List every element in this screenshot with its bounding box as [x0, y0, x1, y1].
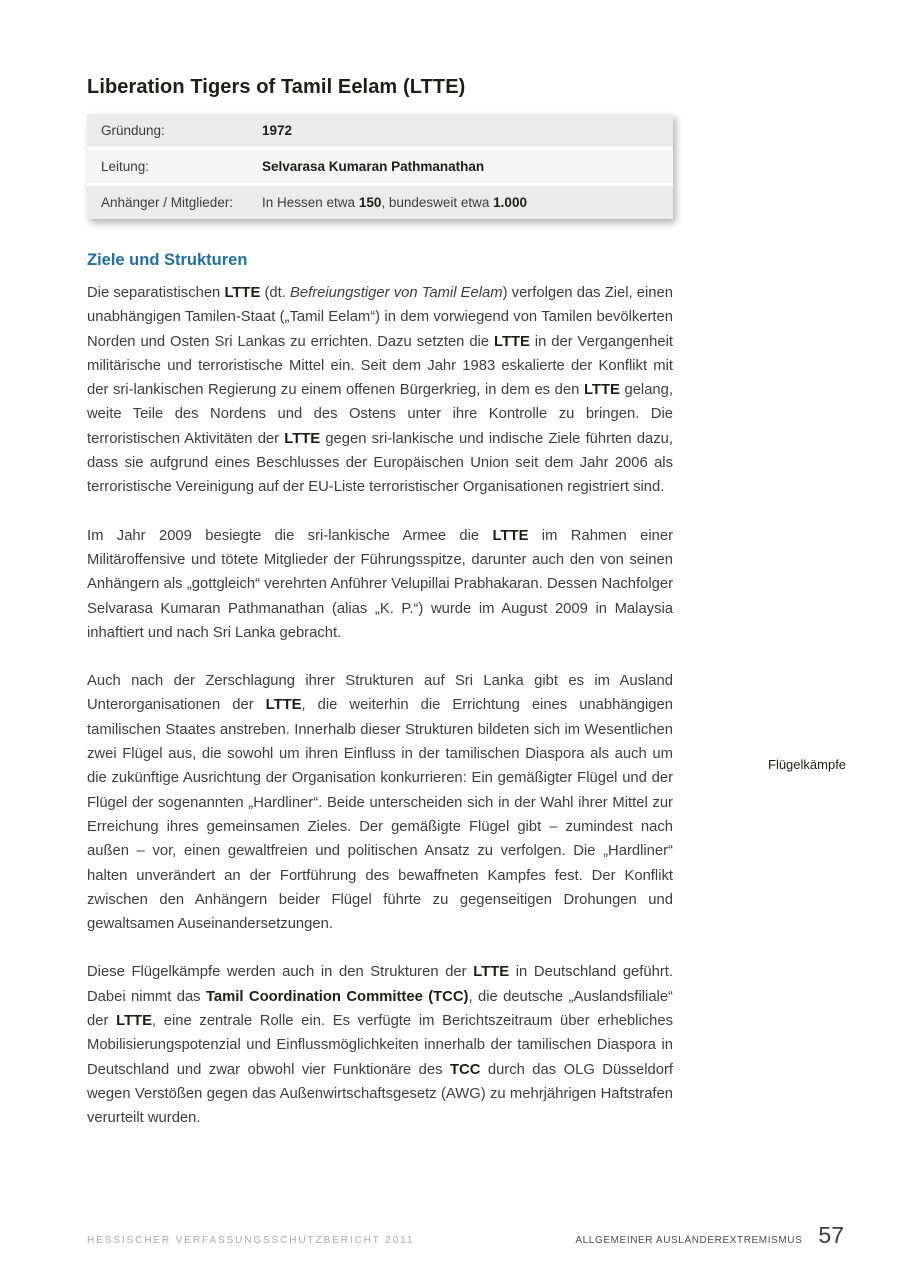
- text-segment: im Rahmen einer Militäroffensive und tötete Mitglieder der Führungsspitze, darunter auch den von seinen Anhängern als „gottgleich“ verehrten Anführer Velupillai Prabhakaran. Dessen Nachfolger Selvarasa Kumaran Pathmanathan (alias „K. P.“) wurde im August 2009 in Malaysia inhaftiert und nach Sri Lanka gebracht.: [87, 527, 673, 641]
- infobox-label: Anhänger / Mitglieder:: [101, 195, 234, 210]
- paragraph: [87, 960, 673, 1130]
- text-segment: LTTE: [583, 382, 620, 399]
- text-segment: LTTE: [116, 1013, 152, 1030]
- footer-section-title: ALLGEMEINER AUSLÄNDEREXTREMISMUS: [575, 1235, 803, 1246]
- infobox-row-gruendung: [87, 114, 673, 147]
- text-segment: ) verfolgen das Ziel, einen unabhängigen Tamilen-Staat („Tamil Eelam“) in dem vorwiegend von Tamilen bevölkerten Norden und Osten Sri Lankas zu errichten. Dazu setzten die: [87, 285, 673, 350]
- text-segment: In Hessen etwa: [262, 195, 359, 210]
- page-number: 57: [818, 1222, 844, 1248]
- text-segment: Selvarasa Kumaran Pathmanathan: [262, 159, 485, 174]
- infobox-value: [262, 194, 657, 211]
- text-segment: Befreiungstiger von Tamil Eelam: [290, 285, 503, 301]
- page-title: Liberation Tigers of Tamil Eelam (LTTE): [87, 76, 466, 98]
- text-segment: (dt.: [260, 285, 291, 301]
- footer-report-title: HESSISCHER VERFASSUNGSSCHUTZBERICHT 2011: [87, 1235, 415, 1246]
- infobox-label: Gründung:: [101, 123, 165, 138]
- text-segment: TCC: [449, 1061, 481, 1078]
- text-segment: Im Jahr 2009 besiegte die sri-lankische Armee die: [87, 527, 493, 544]
- margin-note: Flügelkämpfe: [768, 757, 847, 772]
- text-segment: , die deutsche „Auslandsfiliale“ der: [87, 988, 673, 1030]
- text-segment: , eine zentrale Rolle ein. Es verfügte im Berichtszeitraum über erhebliches Mobilisierungspotenzial und Einflussmöglichkeiten innerhalb der tamilischen Diaspora in Deutschland und zwar obwohl vier Funktionäre des: [87, 1013, 673, 1078]
- text-segment: , die weiterhin die Errichtung eines unabhängigen tamilischen Staates anstreben. Innerhalb dieser Strukturen bildeten sich im Wesentlichen zwei Flügel aus, die sowohl um ihren Einfluss in der tamilischen Diaspora als auch um die zukünftige Ausrichtung der Organisation konkurrieren: Ein gemäßigter Flügel und der Flügel der sogenannten „Hardliner“. Beide unterscheiden sich in der Wahl ihrer Mittel zur Erreichung ihres gemeinsamen Zieles. Der gemäßigte Flügel gibt – zumindest nach außen – vor, einen gewaltfreien und politischen Ansatz zu verfolgen. Die „Hardliner“ halten unverändert an der Fortführung des bewaffneten Kampfes fest. Der Konflikt zwischen den Anhängern beider Flügel führte zu gegenseitigen Drohungen und gewaltsamen Auseinandersetzungen.: [87, 697, 673, 933]
- section-heading: Ziele und Strukturen: [87, 251, 248, 269]
- text-segment: LTTE: [494, 333, 530, 350]
- text-segment: gegen sri-lankische und indische Ziele führten dazu, dass sie aufgrund eines Beschlusses der Europäischen Union seit dem Jahr 2006 als terroristische Vereinigung auf der EU-Liste terroristischer Organisationen registriert sind.: [87, 430, 674, 496]
- content-column: [87, 76, 673, 1155]
- text-segment: Die separatistischen: [87, 285, 225, 301]
- infobox-row-leitung: [87, 150, 673, 183]
- text-segment: in der Vergangenheit militärische und terroristische Mittel ein. Seit dem Jahr 1983 eskalierte der Konflikt mit der sri-lankischen Regierung zu einem offenen Bürgerkrieg, in dem es den: [87, 333, 673, 399]
- text-segment: gelang, weite Teile des Nordens und des Ostens unter ihre Kontrolle zu bringen. Die terroristischen Aktivitäten der: [87, 382, 674, 447]
- infobox-value: [262, 122, 657, 139]
- text-segment: Diese Flügelkämpfe werden auch in den Strukturen der: [87, 964, 474, 981]
- paragraph: [87, 524, 673, 645]
- paragraph: [87, 669, 673, 936]
- text-segment: LTTE: [265, 697, 302, 714]
- text-segment: Auch nach der Zerschlagung ihrer Strukturen auf Sri Lanka gibt es im Ausland Unterorganisationen der: [87, 673, 673, 714]
- footer: [87, 1222, 844, 1249]
- infobox-row-anhaenger: [87, 186, 673, 219]
- text-segment: LTTE: [473, 964, 510, 981]
- infobox-label: Leitung:: [101, 159, 150, 174]
- infobox-value: [262, 158, 657, 175]
- text-segment: in Deutschland geführt. Dabei nimmt das: [87, 964, 673, 1005]
- text-segment: LTTE: [492, 527, 529, 544]
- paragraph: [87, 281, 673, 500]
- text-segment: Tamil Coordination Committee (TCC): [205, 988, 469, 1005]
- text-segment: , bundesweit etwa: [381, 195, 494, 210]
- text-segment: durch das OLG Düsseldorf wegen Verstößen gegen das Außenwirtschaftsgesetz (AWG) zu mehrjährigen Haftstrafen verurteilt wurden.: [87, 1061, 673, 1127]
- text-segment: 1972: [262, 123, 293, 138]
- text-segment: LTTE: [224, 285, 261, 301]
- text-segment: 150: [358, 195, 382, 210]
- text-segment: 1.000: [493, 195, 527, 210]
- text-segment: LTTE: [284, 430, 321, 447]
- infobox: [87, 114, 673, 219]
